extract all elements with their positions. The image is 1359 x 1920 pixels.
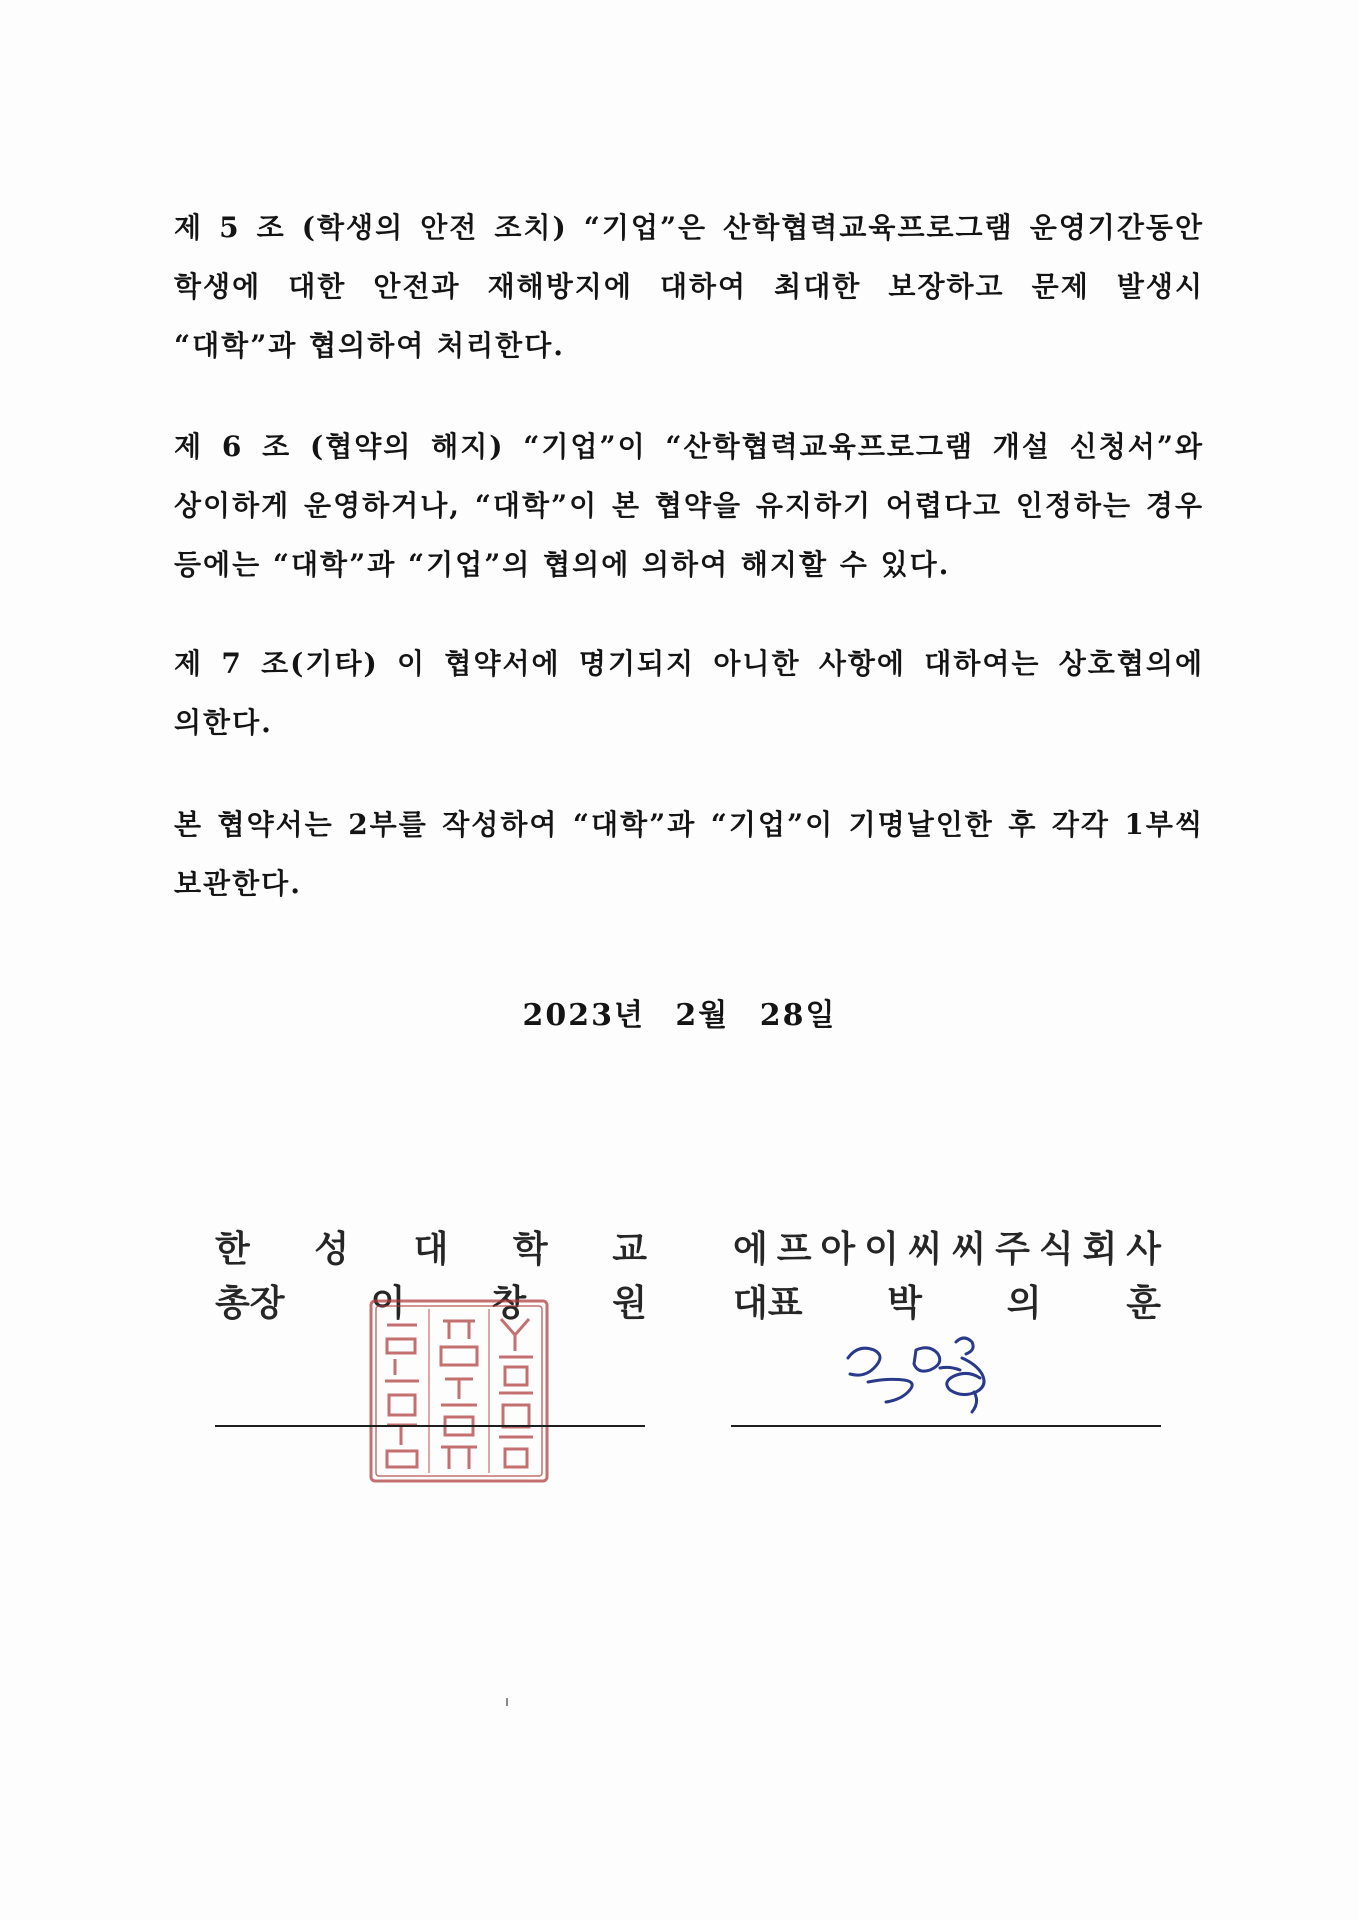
company-name-char: 사: [1126, 1229, 1161, 1270]
article-5: 제 5 조 (학생의 안전 조치) “기업”은 산학협력교육프로그램 운영기간동안 학생에 대한 안전과 재해방지에 대하여 최대한 보장하고 문제 발생시 “대학”과 협의하여 처리한다.: [174, 211, 1204, 362]
company-name-char: 주: [995, 1229, 1030, 1270]
representative-name-char: 의: [1006, 1283, 1042, 1324]
representative-name-char: 박: [887, 1283, 923, 1324]
signature-line-university: [215, 1425, 645, 1427]
company-name: [733, 1223, 1161, 1277]
article-7: 제 7 조(기타) 이 협약서에 명기되지 아니한 사항에 대하여는 상호협의에 의한다.: [174, 647, 1204, 739]
company-name-char: 프: [776, 1229, 812, 1270]
president-name-char: 원: [612, 1283, 647, 1324]
representative-signature: [838, 1322, 1038, 1422]
signature-line-company: [731, 1425, 1161, 1427]
company-name-char: 아: [820, 1229, 856, 1270]
university-name-char: 대: [413, 1229, 449, 1270]
university-name-char: 교: [612, 1229, 647, 1270]
company-name-char: 씨: [907, 1229, 943, 1270]
company-name-char: 이: [864, 1229, 899, 1270]
university-name: [215, 1223, 647, 1277]
university-seal-stamp: [365, 1295, 553, 1487]
article-6: 제 6 조 (협약의 해지) “기업”이 “산학협력교육프로그램 개설 신청서”와 상이하게 운영하거나, “대학”이 본 협약을 유지하기 어렵다고 인정하는 경우 등에는 “대학”과 “기업”의 협의에 의하여 해지할 수 있다.: [174, 430, 1204, 581]
representative-name-char: 훈: [1126, 1283, 1161, 1324]
university-name-char: 성: [314, 1229, 350, 1270]
company-name-char: 식: [1038, 1229, 1074, 1270]
scan-mark: [506, 1698, 508, 1706]
president-name-char: 창: [491, 1283, 527, 1324]
company-name-char: 씨: [951, 1229, 987, 1270]
president-title: 총장: [215, 1283, 285, 1324]
representative-title: 대표: [733, 1283, 803, 1324]
company-name-char: 회: [1082, 1229, 1118, 1270]
agreement-date: 2023년 2월 28일: [522, 998, 837, 1033]
closing-statement: 본 협약서는 2부를 작성하여 “대학”과 “기업”이 기명날인한 후 각각 1부씩 보관한다.: [174, 808, 1204, 900]
university-name-char: 학: [512, 1229, 548, 1270]
university-name-char: 한: [215, 1229, 250, 1270]
president-name-char: 이: [370, 1283, 406, 1324]
company-name-char: 에: [733, 1229, 768, 1270]
